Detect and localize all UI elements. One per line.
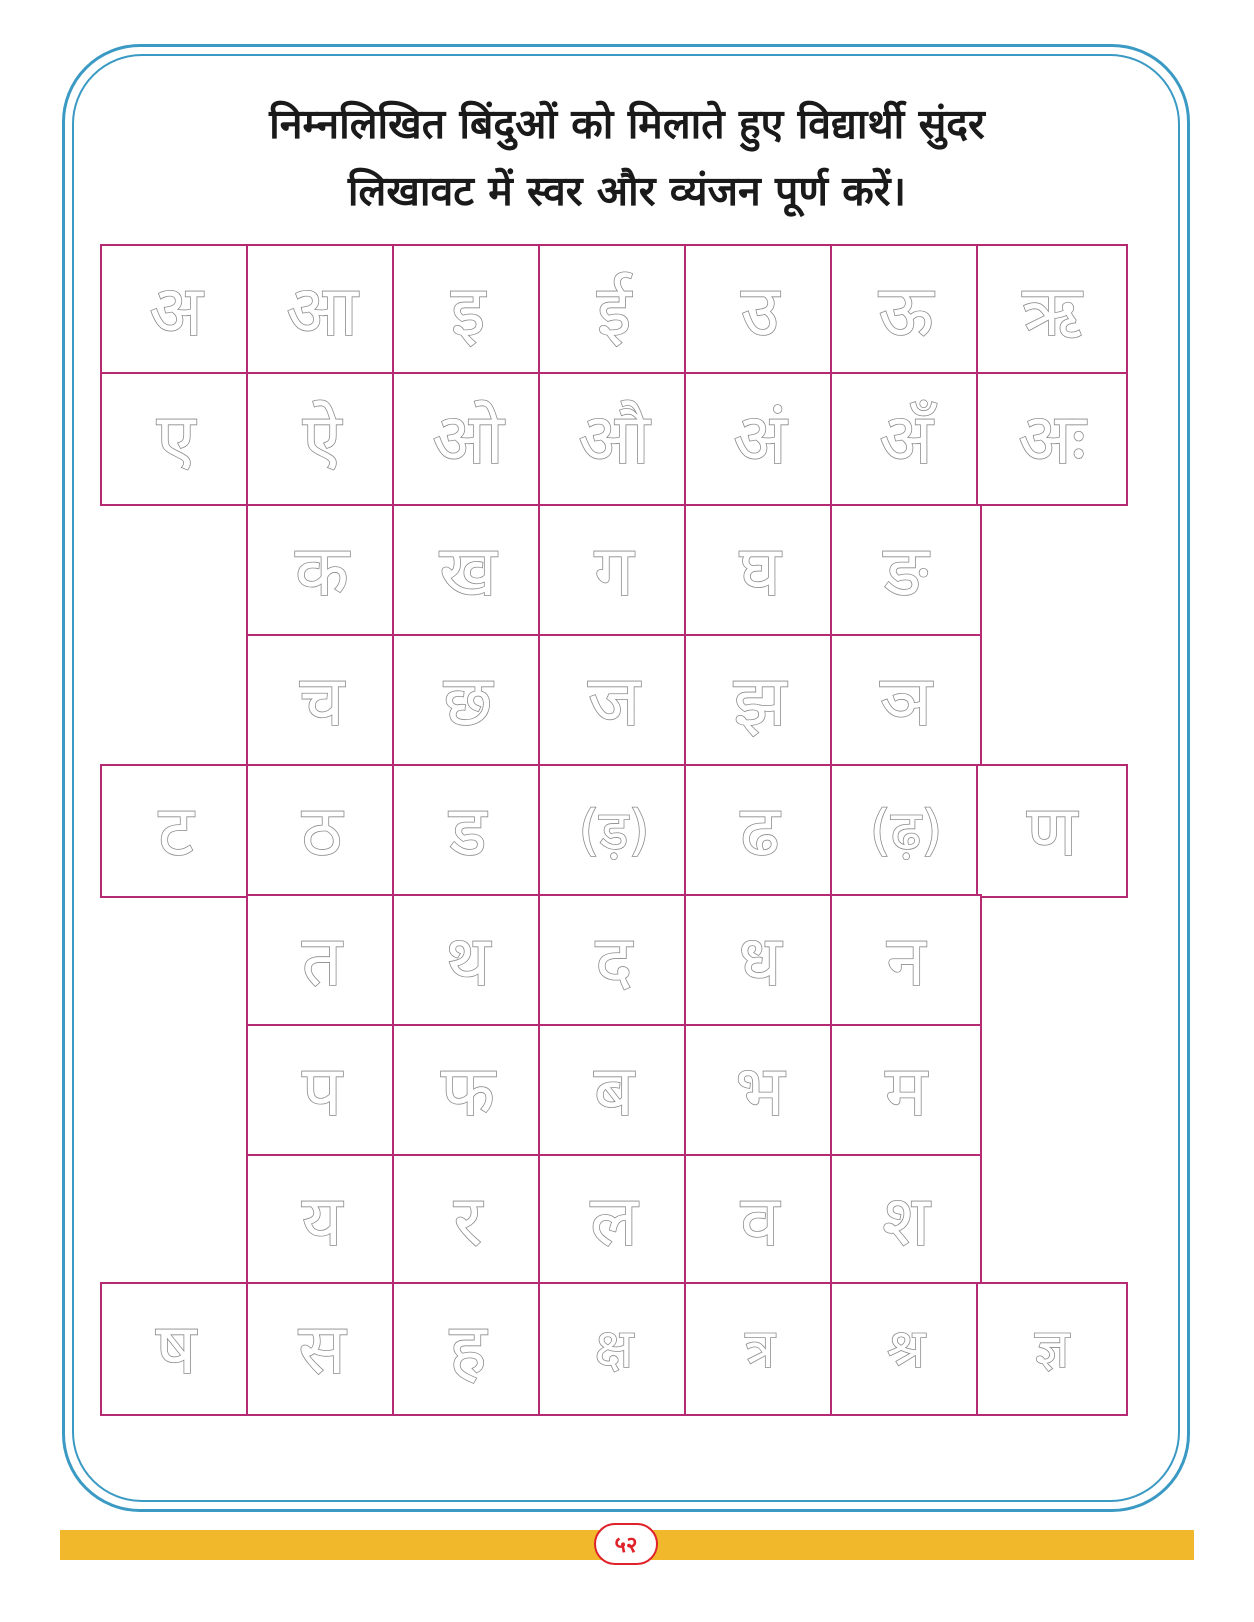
dotted-letter: ल <box>590 1180 638 1262</box>
dotted-letter: औ <box>578 398 650 480</box>
tracing-cell <box>100 244 252 378</box>
dotted-letter: घ <box>739 530 781 612</box>
dotted-letter: ग <box>594 530 634 612</box>
dotted-letter: (ड़) <box>578 799 650 862</box>
tracing-cell <box>538 1282 690 1416</box>
instruction-line-2: लिखावट में स्वर और व्यंजन पूर्ण करें। <box>347 167 907 215</box>
dotted-letter: उ <box>740 270 780 352</box>
dotted-letter: म <box>885 1050 927 1132</box>
tracing-cell <box>830 1024 982 1158</box>
dotted-letter: ऐ <box>302 398 342 480</box>
tracing-cell <box>246 372 398 506</box>
dotted-letter: श्र <box>886 1317 926 1380</box>
dotted-letter: व <box>740 1180 780 1262</box>
tracing-cell <box>830 244 982 378</box>
dotted-letter: त <box>302 920 342 1002</box>
dotted-letter: भ <box>735 1050 785 1132</box>
dotted-letter: स <box>298 1308 346 1390</box>
dotted-letter: ट <box>158 790 194 872</box>
dotted-letter: झ <box>733 660 787 742</box>
tracing-cell <box>538 504 690 638</box>
tracing-cell <box>100 764 252 898</box>
dotted-letter: ब <box>594 1050 634 1132</box>
dotted-letter: प <box>302 1050 342 1132</box>
tracing-cell <box>684 1024 836 1158</box>
tracing-cell <box>830 1282 982 1416</box>
dotted-letter: र <box>453 1180 483 1262</box>
dotted-letter: य <box>301 1180 343 1262</box>
tracing-cell <box>246 634 398 768</box>
tracing-cell <box>392 764 544 898</box>
dotted-letter: ङ <box>883 530 929 612</box>
dotted-letter: थ <box>445 920 491 1002</box>
tracing-cell <box>976 1282 1128 1416</box>
dotted-letter: इ <box>450 270 486 352</box>
dotted-letter: ठ <box>301 790 343 872</box>
dotted-letter: ई <box>596 270 632 352</box>
tracing-cell <box>684 634 836 768</box>
page-number: ५२ <box>614 1533 638 1558</box>
tracing-cell <box>100 372 252 506</box>
tracing-cell <box>538 244 690 378</box>
dotted-letter: ज <box>588 660 640 742</box>
tracing-cell <box>684 1154 836 1288</box>
dotted-letter: द <box>595 920 633 1002</box>
dotted-letter: क <box>295 530 349 612</box>
tracing-cell <box>392 634 544 768</box>
dotted-letter: ह <box>449 1308 487 1390</box>
tracing-cell <box>246 504 398 638</box>
dotted-letter: अं <box>733 398 787 480</box>
tracing-cell <box>830 634 982 768</box>
tracing-cell <box>392 244 544 378</box>
dotted-letter: फ <box>441 1050 495 1132</box>
tracing-cell <box>538 634 690 768</box>
tracing-cell <box>538 764 690 898</box>
dotted-letter: ण <box>1026 790 1078 872</box>
tracing-cell <box>392 1024 544 1158</box>
dotted-letter: ड <box>449 790 487 872</box>
tracing-cell <box>246 894 398 1028</box>
instruction-line-1: निम्नलिखित बिंदुओं को मिलाते हुए विद्यार्थी सुंदर <box>269 100 985 148</box>
tracing-cell <box>100 1282 252 1416</box>
tracing-cell <box>392 372 544 506</box>
tracing-cell <box>684 504 836 638</box>
dotted-letter: ध <box>738 920 782 1002</box>
tracing-cell <box>538 894 690 1028</box>
tracing-cell <box>392 1282 544 1416</box>
tracing-cell <box>830 1154 982 1288</box>
dotted-letter: श <box>882 1180 930 1262</box>
tracing-cell <box>538 372 690 506</box>
tracing-cell <box>684 244 836 378</box>
tracing-cell <box>246 1024 398 1158</box>
tracing-cell <box>392 1154 544 1288</box>
dotted-letter: अँ <box>879 398 933 480</box>
tracing-cell <box>830 764 982 898</box>
dotted-letter: च <box>299 660 345 742</box>
tracing-cell <box>538 1154 690 1288</box>
tracing-cell <box>246 764 398 898</box>
tracing-cell <box>830 504 982 638</box>
tracing-cell <box>830 372 982 506</box>
dotted-letter: त्र <box>745 1317 775 1380</box>
dotted-letter: अः <box>1018 398 1086 480</box>
dotted-letter: अ <box>149 270 203 352</box>
dotted-letter: क्ष <box>594 1317 634 1380</box>
tracing-cell <box>976 244 1128 378</box>
dotted-letter: ख <box>439 530 497 612</box>
tracing-cell <box>976 764 1128 898</box>
page-number-badge <box>594 1523 658 1565</box>
dotted-letter: ढ <box>740 790 780 872</box>
dotted-letter: (ढ़) <box>869 799 943 862</box>
tracing-cell <box>684 372 836 506</box>
tracing-cell <box>684 1282 836 1416</box>
dotted-letter: ए <box>156 398 196 480</box>
tracing-cell <box>538 1024 690 1158</box>
tracing-cell <box>246 1282 398 1416</box>
dotted-letter: ष <box>155 1308 197 1390</box>
dotted-letter: छ <box>443 660 493 742</box>
dotted-letter: ञ <box>880 660 932 742</box>
dotted-letter: आ <box>286 270 358 352</box>
tracing-cell <box>246 244 398 378</box>
tracing-cell <box>830 894 982 1028</box>
dotted-letter: ओ <box>432 398 504 480</box>
tracing-cell <box>246 1154 398 1288</box>
tracing-cell <box>392 504 544 638</box>
dotted-letter: ऋ <box>1022 270 1082 352</box>
dotted-letter: ज्ञ <box>1034 1317 1070 1380</box>
tracing-cell <box>392 894 544 1028</box>
dotted-letter: ऊ <box>878 270 934 352</box>
tracing-cell <box>684 764 836 898</box>
dotted-letter: न <box>886 920 926 1002</box>
tracing-cell <box>684 894 836 1028</box>
tracing-cell <box>976 372 1128 506</box>
